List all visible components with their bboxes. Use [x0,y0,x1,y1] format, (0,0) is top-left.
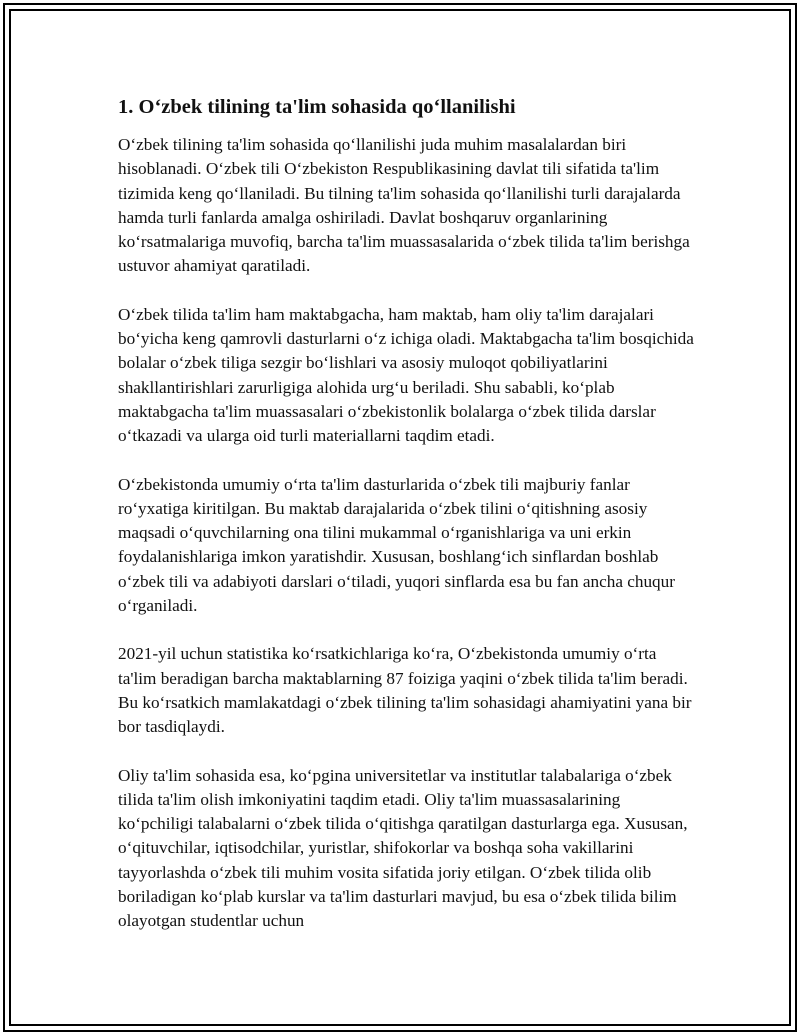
paragraph-1: O‘zbek tilining ta'lim sohasida qo‘llanilishi juda muhim masalalardan biri hisoblanadi. O‘zbek tili O‘zbekiston Respublikasining davlat tili sifatida ta'lim tizimida keng qo‘llaniladi. Bu tilning ta'lim sohasida qo‘llanilishi turli darajalarda hamda turli fanlarda amalga oshiriladi. Davlat boshqaruv organlarining ko‘rsatmalariga muvofiq, barcha ta'lim muassasalarida o‘zbek tilida ta'lim berishga ustuvor ahamiyat qaratiladi. [118,135,690,276]
paragraph-4: 2021-yil uchun statistika ko‘rsatkichlariga ko‘ra, O‘zbekistonda umumiy o‘rta ta'lim beradigan barcha maktablarning 87 foiziga yaqini o‘zbek tilida ta'lim beradi. Bu ko‘rsatkich mamlakatdagi o‘zbek tilining ta'lim sohasidagi ahamiyatini yana bir bor tasdiqlaydi. [118,644,692,737]
paragraph-3: O‘zbekistonda umumiy o‘rta ta'lim dasturlarida o‘zbek tili majburiy fanlar ro‘yxatiga kiritilgan. Bu maktab darajalarida o‘zbek tilini o‘qitishning asosiy maqsadi o‘quvchilarning ona tilini mukammal o‘rganishlariga va uni erkin foydalanishlariga imkon yaratishdir. Xususan, boshlang‘ich sinflardan boshlab o‘zbek tili va adabiyoti darslari o‘tiladi, yuqori sinflarda esa bu fan ancha chuqur o‘rganiladi. [118,474,675,616]
section-heading: 1. O‘zbek tilining ta'lim sohasida qo‘llanilishi [118,96,516,118]
paragraph-5: Oliy ta'lim sohasida esa, ko‘pgina universitetlar va institutlar talabalariga o‘zbek tilida ta'lim olish imkoniyatini taqdim etadi. Oliy ta'lim muassasalarining ko‘pchiligi talabalarni o‘zbek tilida o‘qitishga qaratilgan dasturlarga ega. Xususan, o‘qituvchilar, iqtisodchilar, yuristlar, shifokorlar va boshqa soha vakillarini tayyorlashda o‘zbek tili muhim vosita sifatida joriy etilgan. O‘zbek tilida olib boriladigan ko‘plab kurslar va ta'lim dasturlari mavjud, bu esa o‘zbek tilida bilim olayotgan studentlar uchun [118,765,688,931]
document-body [118,93,698,958]
paragraph-2: O‘zbek tilida ta'lim ham maktabgacha, ham maktab, ham oliy ta'lim darajalari bo‘yicha keng qamrovli dasturlarni o‘z ichiga oladi. Maktabgacha ta'lim bosqichida bolalar o‘zbek tiliga sezgir bo‘lishlari va asosiy muloqot qobiliyatlarini shakllantirishlari zarurligiga alohida urg‘u beriladi. Shu sababli, ko‘plab maktabgacha ta'lim muassasalari o‘zbekistonlik bolalarga o‘zbek tilida darslar o‘tkazadi va ularga oid turli materiallarni taqdim etadi. [118,304,694,446]
